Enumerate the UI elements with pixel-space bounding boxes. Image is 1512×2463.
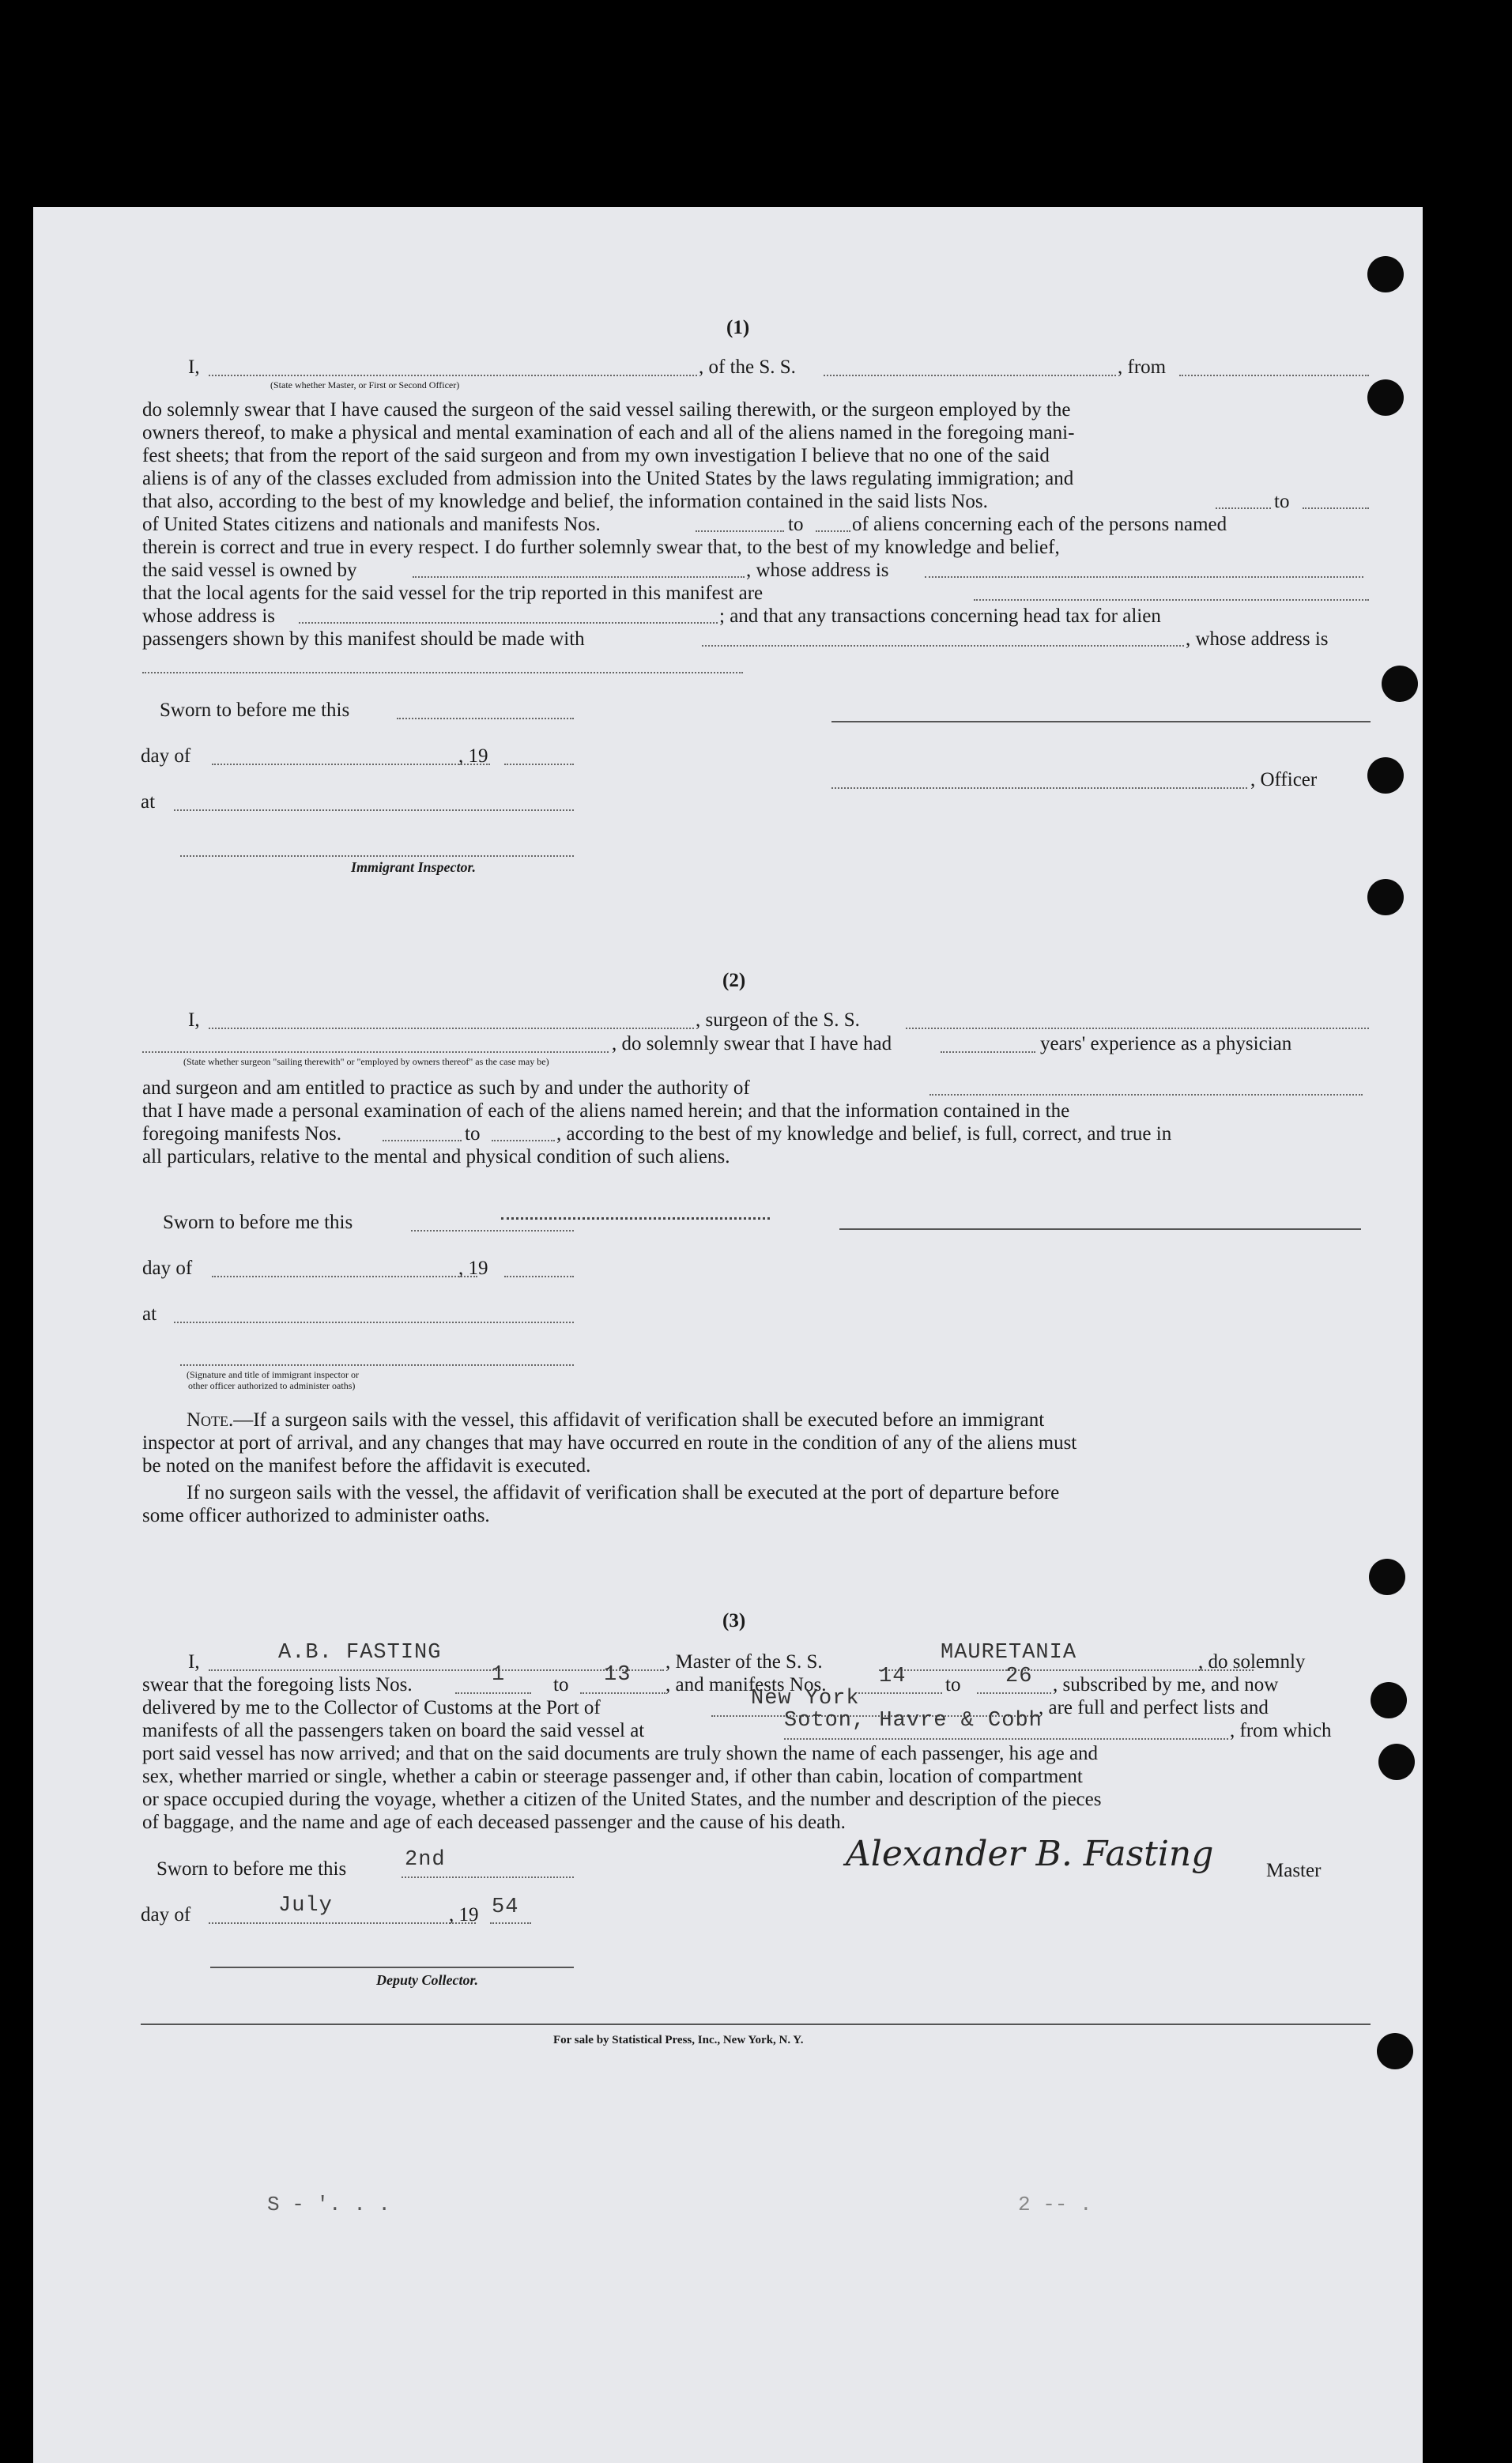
s2-state-note: (State whether surgeon "sailing therewith" or "employed by owners thereof" as the case may be) — [183, 1056, 549, 1067]
s2-typed-dots — [501, 1217, 770, 1220]
s3-master-label: Master — [1266, 1860, 1322, 1881]
s1-lists-from-line — [1216, 507, 1271, 509]
punch-hole — [1367, 757, 1404, 794]
s1-lists-to-line — [1303, 507, 1369, 509]
s1-officer-line — [831, 787, 1247, 789]
punch-hole — [1369, 1559, 1405, 1595]
s1-manifests-to-line — [816, 530, 850, 532]
s1-owner-address-line — [925, 576, 1363, 578]
s3-month: July — [278, 1894, 333, 1918]
s2-sig-note-2: other officer authorized to administer oaths) — [188, 1380, 356, 1391]
s2-signature-line — [839, 1228, 1361, 1230]
s3-i-label: I, — [188, 1651, 200, 1673]
s3-list-to-line — [580, 1692, 666, 1694]
footer-rule — [141, 2024, 1371, 2025]
s3-ports-line — [784, 1738, 1228, 1740]
note-line-1 — [187, 1409, 1044, 1432]
punch-hole — [1377, 2033, 1413, 2069]
s3-delivered: delivered by me to the Collector of Customs at the Port of — [142, 1697, 601, 1718]
punch-hole — [1367, 256, 1404, 292]
s3-list-from: 1 — [492, 1663, 506, 1687]
s1-agents-line — [974, 599, 1369, 601]
s3-month-line — [209, 1922, 476, 1924]
s2-para-line: and surgeon and am entitled to practice as such by and under the authority of — [142, 1077, 750, 1099]
s3-man-from-line — [858, 1692, 942, 1694]
s1-para-line: whose address is — [142, 605, 276, 627]
s1-of-aliens: of aliens concerning each of the persons named — [852, 514, 1227, 535]
s1-para-line: that the local agents for the said vessel for the trip reported in this manifest are — [142, 583, 764, 604]
s2-manifests-to-line — [492, 1140, 555, 1141]
s1-inspector-line — [180, 855, 574, 857]
s3-ports-from: Soton, Havre & Cobh — [784, 1709, 1043, 1733]
s1-para-line: the said vessel is owned by — [142, 560, 357, 581]
s3-swear: swear that the foregoing lists Nos. — [142, 1674, 413, 1695]
s3-ship-line — [879, 1669, 1254, 1671]
s3-subscribed: , subscribed by me, and now — [1053, 1674, 1279, 1695]
s1-day-line — [212, 764, 490, 765]
s1-i-label: I, — [188, 356, 200, 378]
s1-nineteen: , 19 — [458, 745, 488, 767]
s2-inspector-line — [180, 1364, 574, 1366]
s2-according: , according to the best of my knowledge and belief, is full, correct, and true in — [556, 1123, 1172, 1145]
s3-sworn-day: 2nd — [405, 1848, 446, 1872]
s2-sworn-label: Sworn to before me this — [163, 1212, 353, 1233]
s3-man-from: 14 — [879, 1665, 907, 1688]
s1-at-label: at — [141, 791, 156, 813]
s2-i-label: I, — [188, 1009, 200, 1031]
s2-year-line — [504, 1276, 574, 1277]
s3-deputy-caption: Deputy Collector. — [376, 1972, 478, 1988]
s1-year-line — [504, 764, 574, 765]
s1-of-ss-label: , of the S. S. — [699, 356, 796, 378]
s3-year-line — [490, 1922, 531, 1924]
s1-para-line: passengers shown by this manifest should be made with — [142, 628, 585, 650]
s2-to-label: to — [465, 1123, 481, 1145]
section-1-heading: (1) — [726, 317, 750, 338]
s3-day-of-label: day of — [141, 1904, 191, 1926]
s2-years-line — [941, 1051, 1035, 1053]
punch-hole — [1378, 1744, 1415, 1780]
s3-name-line — [209, 1669, 664, 1671]
s3-from-which: , from which — [1230, 1720, 1332, 1741]
s1-officer-name-line — [209, 375, 697, 376]
s1-para-line: do solemnly swear that I have caused the surgeon of the said vessel sailing therewith, or the surgeon employed by the — [142, 399, 1071, 421]
punch-hole — [1367, 379, 1404, 416]
s2-ship-line — [906, 1028, 1369, 1029]
note-line-5: some officer authorized to administer oaths. — [142, 1505, 490, 1526]
s1-whose-address-end: , whose address is — [1186, 628, 1329, 650]
bottom-left-mark: S - '. . . — [267, 2193, 391, 2216]
s3-and-manifests: , and manifests Nos. — [666, 1674, 827, 1695]
manifest-form-page — [33, 207, 1423, 2463]
punch-hole — [1371, 1682, 1407, 1718]
s1-head-tax: ; and that any transactions concerning head tax for alien — [719, 605, 1161, 627]
s3-ship-name: MAURETANIA — [941, 1641, 1077, 1665]
s1-sworn-label: Sworn to before me this — [160, 700, 350, 721]
s3-para-line: port said vessel has now arrived; and that on the said documents are truly shown the name of each passenger, his age and — [142, 1743, 1099, 1764]
s2-years: years' experience as a physician — [1040, 1033, 1292, 1054]
s3-manifests-all: manifests of all the passengers taken on board the said vessel at — [142, 1720, 645, 1741]
s3-do-solemnly: , do solemnly — [1198, 1651, 1306, 1673]
s1-manifests-from-line — [696, 530, 784, 532]
s1-to-label-2: to — [788, 514, 804, 535]
note-line-3: be noted on the manifest before the affidavit is executed. — [142, 1455, 591, 1477]
s3-master-of: , Master of the S. S. — [666, 1651, 823, 1673]
s2-sworn-line — [411, 1230, 574, 1232]
s1-inspector-caption: Immigrant Inspector. — [351, 859, 477, 875]
s3-deputy-line — [210, 1967, 574, 1968]
s2-solemnly: , do solemnly swear that I have had — [612, 1033, 892, 1054]
s2-manifests-from-line — [383, 1140, 462, 1141]
s1-officer-label: , Officer — [1250, 769, 1318, 790]
s1-sworn-line — [397, 718, 574, 719]
s1-from-line — [1179, 375, 1369, 376]
s2-nineteen: , 19 — [458, 1258, 488, 1279]
punch-hole — [1367, 879, 1404, 915]
master-signature: Alexander B. Fasting — [846, 1834, 1214, 1874]
s1-para-line: fest sheets; that from the report of the said surgeon and from my own investigation I believe that no one of the said — [142, 445, 1050, 466]
note-line-2: inspector at port of arrival, and any changes that may have occurred en route in the condition of any of the aliens must — [142, 1432, 1077, 1454]
s1-whose-address: , whose address is — [746, 560, 889, 581]
s1-para-line: owners thereof, to make a physical and mental examination of each and all of the aliens named in the foregoing mani- — [142, 422, 1075, 443]
s3-list-to: 13 — [604, 1663, 632, 1687]
s2-authority-line — [929, 1094, 1363, 1096]
s3-sworn-line — [402, 1876, 574, 1878]
s3-to-label: to — [553, 1674, 569, 1695]
s1-para-line: therein is correct and true in every respect. I do further solemnly swear that, to the best of my knowledge and belief, — [142, 537, 1060, 558]
s3-para-line: of baggage, and the name and age of each deceased passenger and the cause of his death. — [142, 1812, 846, 1833]
s2-para-line: all particulars, relative to the mental and physical condition of such aliens. — [142, 1146, 730, 1167]
s3-sworn-label: Sworn to before me this — [156, 1858, 347, 1880]
s1-address-continuation-line — [142, 672, 743, 673]
section-3-heading: (3) — [722, 1610, 746, 1631]
s2-name-line — [209, 1028, 694, 1029]
s2-at-line — [174, 1322, 574, 1323]
s1-to-label: to — [1274, 491, 1290, 512]
s1-day-of-label: day of — [141, 745, 191, 767]
s3-year: 54 — [492, 1895, 519, 1919]
note-text: —If a surgeon sails with the vessel, this affidavit of verification shall be executed before an immigrant — [233, 1409, 1045, 1431]
s2-sig-note-1: (Signature and title of immigrant inspector or — [187, 1369, 359, 1380]
footer-imprint: For sale by Statistical Press, Inc., New York, N. Y. — [553, 2034, 804, 2046]
s1-para-line: that also, according to the best of my knowledge and belief, the information contained in the said lists Nos. — [142, 491, 988, 512]
section-2-heading: (2) — [722, 970, 746, 991]
s1-at-line — [174, 809, 574, 811]
s3-to-label-2: to — [945, 1674, 961, 1695]
punch-hole — [1382, 666, 1418, 702]
s3-para-line: sex, whether married or single, whether a cabin or steerage passenger and, if other than cabin, location of compartment — [142, 1766, 1083, 1787]
s1-ship-line — [824, 375, 1116, 376]
note-label: Note. — [187, 1409, 234, 1431]
note-line-4: If no surgeon sails with the vessel, the affidavit of verification shall be executed at the port of departure before — [187, 1482, 1060, 1503]
s3-nineteen: , 19 — [449, 1904, 479, 1926]
s1-officer-signature-line — [831, 721, 1371, 722]
s3-para-line: or space occupied during the voyage, whether a citizen of the United States, and the number and description of the pieces — [142, 1789, 1102, 1810]
s3-man-to-line — [977, 1692, 1051, 1694]
s2-para-line: that I have made a personal examination of each of the aliens named herein; and that the information contained in the — [142, 1100, 1070, 1122]
s2-para-line: foregoing manifests Nos. — [142, 1123, 342, 1145]
s2-surgeon-of: , surgeon of the S. S. — [696, 1009, 860, 1031]
s1-agent-address-line — [299, 622, 718, 624]
s1-from-label: , from — [1118, 356, 1167, 378]
s3-man-to: 26 — [1005, 1665, 1033, 1688]
s2-role-line — [142, 1051, 609, 1053]
s3-list-from-line — [455, 1692, 531, 1694]
s2-day-of-label: day of — [142, 1258, 193, 1279]
s1-head-tax-line — [702, 645, 1184, 647]
s1-owner-line — [413, 576, 745, 578]
s3-master-name: A.B. FASTING — [278, 1641, 442, 1665]
s1-para-line: aliens is of any of the classes excluded from admission into the United States by the laws regulating immigration; and — [142, 468, 1074, 489]
s3-full-perfect: , are full and perfect lists and — [1039, 1697, 1269, 1718]
s3-port: New York — [751, 1687, 860, 1711]
s2-at-label: at — [142, 1303, 157, 1325]
bottom-right-mark: 2 -- . — [1018, 2193, 1092, 2216]
s1-state-note: (State whether Master, or First or Second Officer) — [270, 379, 460, 390]
s2-day-line — [212, 1276, 477, 1277]
s1-para-line: of United States citizens and nationals and manifests Nos. — [142, 514, 601, 535]
